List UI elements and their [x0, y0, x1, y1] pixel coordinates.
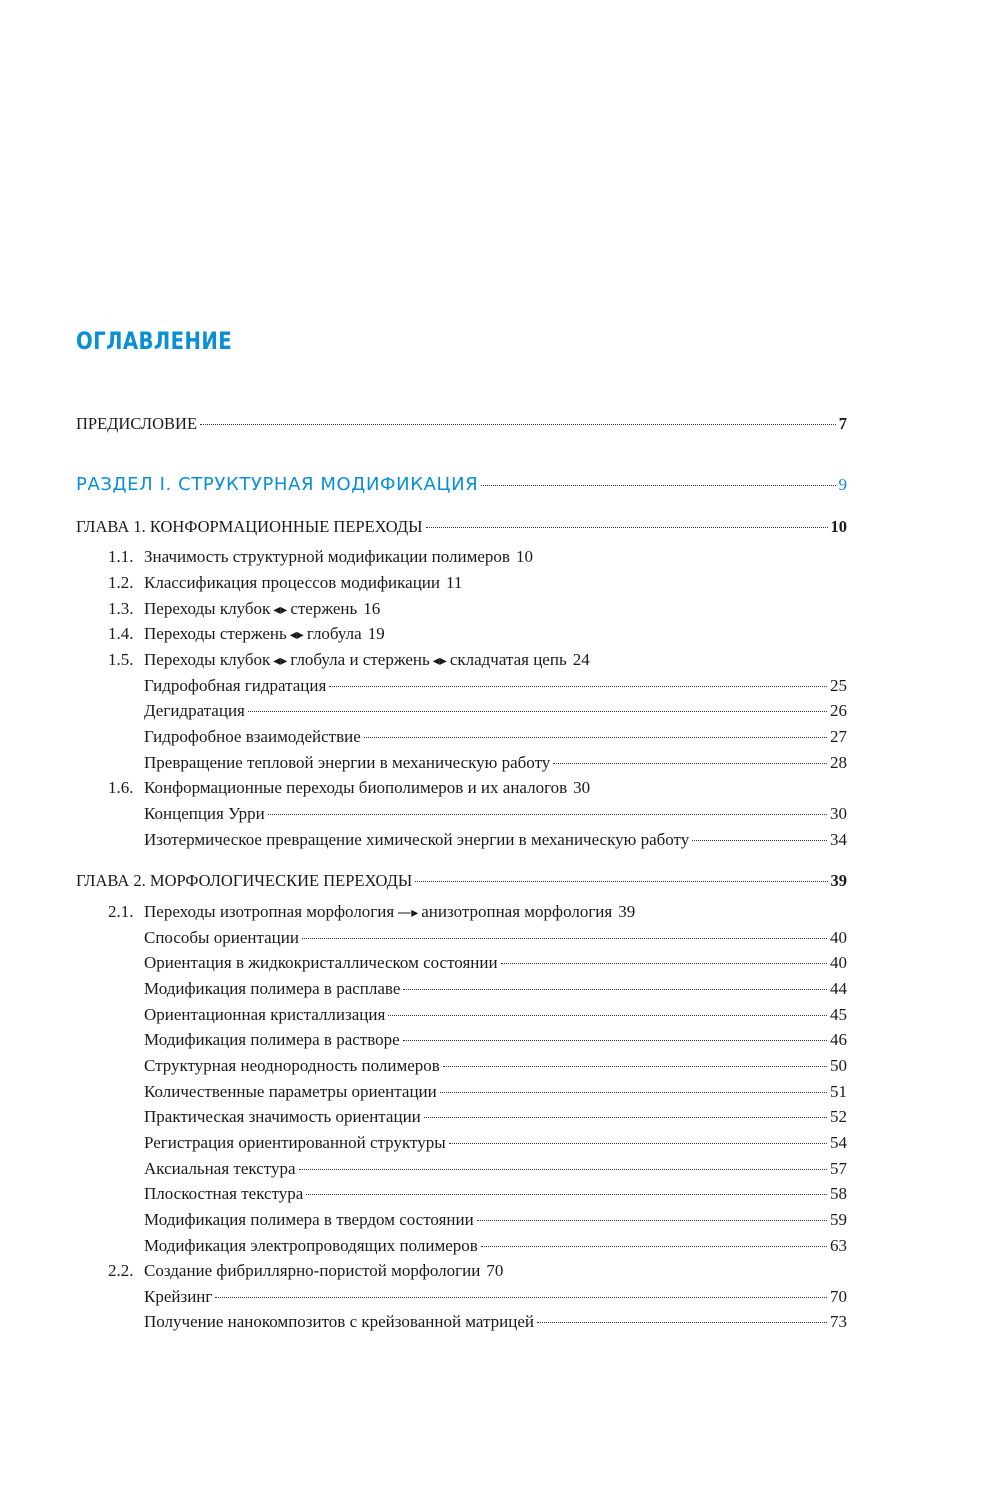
dot-leader	[364, 736, 827, 738]
entry-title	[108, 778, 567, 797]
dot-leader	[215, 1296, 827, 1298]
toc-entry[interactable]	[108, 598, 381, 621]
entry-text: Переходы изотропная морфология	[144, 902, 395, 921]
entry-text: Гидрофобная гидратация	[144, 676, 327, 695]
toc-entry[interactable]	[76, 474, 847, 496]
toc-entry[interactable]	[76, 516, 847, 538]
entry-text: Структурная неоднородность полимеров	[144, 1056, 440, 1075]
entry-text: РАЗДЕЛ I. СТРУКТУРНАЯ МОДИФИКАЦИЯ	[76, 474, 479, 495]
entry-title	[108, 599, 357, 618]
toc-entry[interactable]	[108, 572, 463, 594]
entry-title	[144, 675, 326, 697]
entry-text: Переходы клубок	[144, 599, 271, 618]
entry-title	[76, 474, 478, 496]
entry-text: Значимость структурной модификации полимеров	[144, 547, 510, 566]
dot-leader	[299, 1168, 827, 1170]
entry-text: Создание фибриллярно-пористой морфологии	[144, 1261, 481, 1280]
toc-entry[interactable]	[144, 726, 847, 748]
entry-title	[108, 624, 362, 643]
page-number: 46	[830, 1030, 847, 1049]
dot-leader	[403, 1039, 827, 1041]
toc-entry[interactable]	[144, 927, 847, 949]
entry-title	[144, 1106, 421, 1128]
dot-leader	[426, 526, 828, 528]
page-number: 51	[830, 1082, 847, 1101]
entry-title	[144, 1158, 296, 1180]
toc-entry[interactable]	[144, 1004, 847, 1026]
page-number: 44	[830, 979, 847, 998]
toc-entry[interactable]	[144, 829, 847, 851]
page-number: 73	[830, 1312, 847, 1331]
page-number: 39	[618, 902, 636, 921]
page-number: 40	[830, 953, 847, 972]
entry-title	[144, 1311, 534, 1333]
entry-title	[144, 1029, 400, 1051]
dot-leader	[248, 710, 827, 712]
arrow-icon: ◂▸	[273, 602, 288, 618]
entry-text-continued: стержень	[290, 599, 358, 618]
entry-text: Аксиальная текстура	[144, 1159, 296, 1178]
entry-text: Классификация процессов модификации	[144, 573, 440, 592]
entry-text: Концепция Урри	[144, 804, 265, 823]
page-number: 70	[830, 1287, 847, 1306]
dot-leader	[443, 1065, 827, 1067]
toc-entry[interactable]	[144, 1055, 847, 1077]
entry-number: 1.6.	[108, 778, 134, 797]
dot-leader	[481, 1245, 827, 1247]
page-number: 45	[830, 1005, 847, 1024]
toc-entry[interactable]	[144, 700, 847, 722]
dot-leader	[403, 988, 827, 990]
page-number: 27	[830, 727, 847, 746]
entry-text: Получение нанокомпозитов с крейзованной матрицей	[144, 1312, 535, 1331]
entry-title	[144, 752, 550, 774]
entry-text: Модификация полимера в растворе	[144, 1030, 400, 1049]
page-number: 54	[830, 1133, 847, 1152]
toc-entry[interactable]	[144, 952, 847, 974]
dot-leader	[388, 1014, 827, 1016]
entry-title	[144, 1286, 212, 1308]
toc-entry[interactable]	[144, 1132, 847, 1154]
entry-title	[108, 573, 440, 592]
dot-leader	[501, 962, 827, 964]
entry-title	[144, 700, 245, 722]
dot-leader	[329, 685, 827, 687]
entry-number: 2.1.	[108, 902, 134, 921]
entry-text: ГЛАВА 1. КОНФОРМАЦИОННЫЕ ПЕРЕХОДЫ	[76, 517, 423, 536]
page-number: 57	[830, 1159, 847, 1178]
entry-text: Практическая значимость ориентации	[144, 1107, 421, 1126]
entry-title	[108, 1261, 480, 1280]
page-number: 59	[830, 1210, 847, 1229]
toc-entry[interactable]	[108, 901, 636, 924]
arrow-icon: ◂▸	[432, 653, 447, 669]
dot-leader	[306, 1193, 827, 1195]
page-number: 30	[573, 778, 591, 797]
entry-text: Модификация электропроводящих полимеров	[144, 1236, 478, 1255]
page-number: 9	[838, 475, 847, 494]
dot-leader	[449, 1142, 827, 1144]
entry-text: Переходы стержень	[144, 624, 287, 643]
page-number: 63	[830, 1236, 847, 1255]
toc-entry[interactable]	[76, 870, 847, 892]
entry-text: ПРЕДИСЛОВИЕ	[76, 414, 198, 433]
page-number: 26	[830, 701, 847, 720]
toc-entry[interactable]	[108, 546, 533, 568]
entry-text: Модификация полимера в расплаве	[144, 979, 401, 998]
page-number: 39	[830, 871, 847, 890]
toc-entry[interactable]	[144, 1209, 847, 1231]
dot-leader	[537, 1321, 827, 1323]
page-number: 70	[486, 1261, 504, 1280]
dot-leader	[424, 1116, 827, 1118]
entry-text: Переходы клубок	[144, 650, 271, 669]
dot-leader	[415, 880, 827, 882]
toc-entry[interactable]	[144, 1106, 847, 1128]
page-number: 40	[830, 928, 847, 947]
toc-entry[interactable]	[144, 675, 847, 697]
entry-title	[144, 726, 361, 748]
entry-title	[76, 516, 423, 538]
dot-leader	[477, 1219, 827, 1221]
toc-entry[interactable]	[144, 803, 847, 825]
dot-leader	[268, 813, 827, 815]
entry-text: Регистрация ориентированной структуры	[144, 1133, 446, 1152]
entry-number: 1.2.	[108, 573, 134, 592]
entry-text: Дегидратация	[144, 701, 245, 720]
page-number: 24	[572, 650, 590, 669]
page-number: 10	[830, 517, 847, 536]
toc-entry[interactable]	[144, 1311, 847, 1333]
toc-entry[interactable]	[108, 1260, 504, 1282]
page-number: 52	[830, 1107, 847, 1126]
entry-title	[144, 978, 400, 1000]
arrow-icon: —▸	[397, 905, 419, 921]
entry-number: 2.2.	[108, 1261, 134, 1280]
toc-entry[interactable]	[76, 413, 847, 435]
toc-entry[interactable]	[144, 752, 847, 774]
toc-entry[interactable]	[144, 1158, 847, 1180]
entry-title	[144, 803, 265, 825]
page-number: 10	[515, 547, 533, 566]
entry-text: Изотермическое превращение химической энергии в механическую работу	[144, 830, 690, 849]
entry-title	[144, 1081, 437, 1103]
entry-number: 1.4.	[108, 624, 134, 643]
entry-title	[144, 1183, 303, 1205]
toc-entry[interactable]	[144, 1081, 847, 1103]
entry-number: 1.3.	[108, 599, 134, 618]
toc-entry[interactable]	[144, 1029, 847, 1051]
entry-text: Ориентация в жидкокристаллическом состоянии	[144, 953, 498, 972]
page-number: 16	[363, 599, 381, 618]
entry-text-continued: складчатая цепь	[449, 650, 567, 669]
entry-title	[108, 902, 612, 921]
page-number: 7	[838, 414, 847, 433]
entry-title	[144, 1209, 474, 1231]
dot-leader	[302, 937, 827, 939]
entry-title	[144, 1055, 440, 1077]
toc-entry[interactable]	[108, 623, 385, 646]
arrow-icon: ◂▸	[289, 627, 304, 643]
entry-text: Превращение тепловой энергии в механическую работу	[144, 753, 551, 772]
dot-leader	[440, 1091, 827, 1093]
entry-text: Плоскостная текстура	[144, 1184, 304, 1203]
page-number: 34	[830, 830, 847, 849]
page-number: 30	[830, 804, 847, 823]
entry-number: 1.5.	[108, 650, 134, 669]
entry-title	[144, 1132, 446, 1154]
page-number: 19	[367, 624, 385, 643]
entry-title	[76, 413, 197, 435]
entry-text: ГЛАВА 2. МОРФОЛОГИЧЕСКИЕ ПЕРЕХОДЫ	[76, 871, 413, 890]
page-number: 25	[830, 676, 847, 695]
entry-text: Крейзинг	[144, 1287, 213, 1306]
entry-text-continued: глобула и стержень	[290, 650, 430, 669]
entry-text-continued: глобула	[306, 624, 362, 643]
entry-text: Конформационные переходы биополимеров и их аналогов	[144, 778, 568, 797]
toc-entry[interactable]	[144, 1183, 847, 1205]
dot-leader	[553, 762, 827, 764]
entry-text: Ориентационная кристаллизация	[144, 1005, 386, 1024]
entry-text-continued: анизотропная морфология	[421, 902, 613, 921]
entry-text: Способы ориентации	[144, 928, 299, 947]
toc-entry[interactable]	[144, 1286, 847, 1308]
toc-entry[interactable]	[108, 649, 590, 672]
page-number: 58	[830, 1184, 847, 1203]
toc-entry[interactable]	[108, 777, 591, 799]
entry-title	[108, 650, 567, 669]
entry-number: 1.1.	[108, 547, 134, 566]
toc-entry[interactable]	[144, 978, 847, 1000]
toc-entry[interactable]	[144, 1235, 847, 1257]
entry-text: Гидрофобное взаимодействие	[144, 727, 361, 746]
entry-title	[76, 870, 412, 892]
entry-title	[144, 1004, 385, 1026]
entry-title	[144, 829, 689, 851]
dot-leader	[481, 484, 835, 486]
entry-title	[144, 952, 498, 974]
page-number: 11	[445, 573, 463, 592]
arrow-icon: ◂▸	[273, 653, 288, 669]
entry-title	[144, 1235, 478, 1257]
dot-leader	[200, 423, 836, 425]
page-number: 28	[830, 753, 847, 772]
entry-title	[108, 547, 510, 566]
dot-leader	[692, 839, 827, 841]
entry-title	[144, 927, 299, 949]
page-title: ОГЛАВЛЕНИЕ	[76, 327, 233, 355]
page-number: 50	[830, 1056, 847, 1075]
entry-text: Количественные параметры ориентации	[144, 1082, 437, 1101]
entry-text: Модификация полимера в твердом состоянии	[144, 1210, 474, 1229]
